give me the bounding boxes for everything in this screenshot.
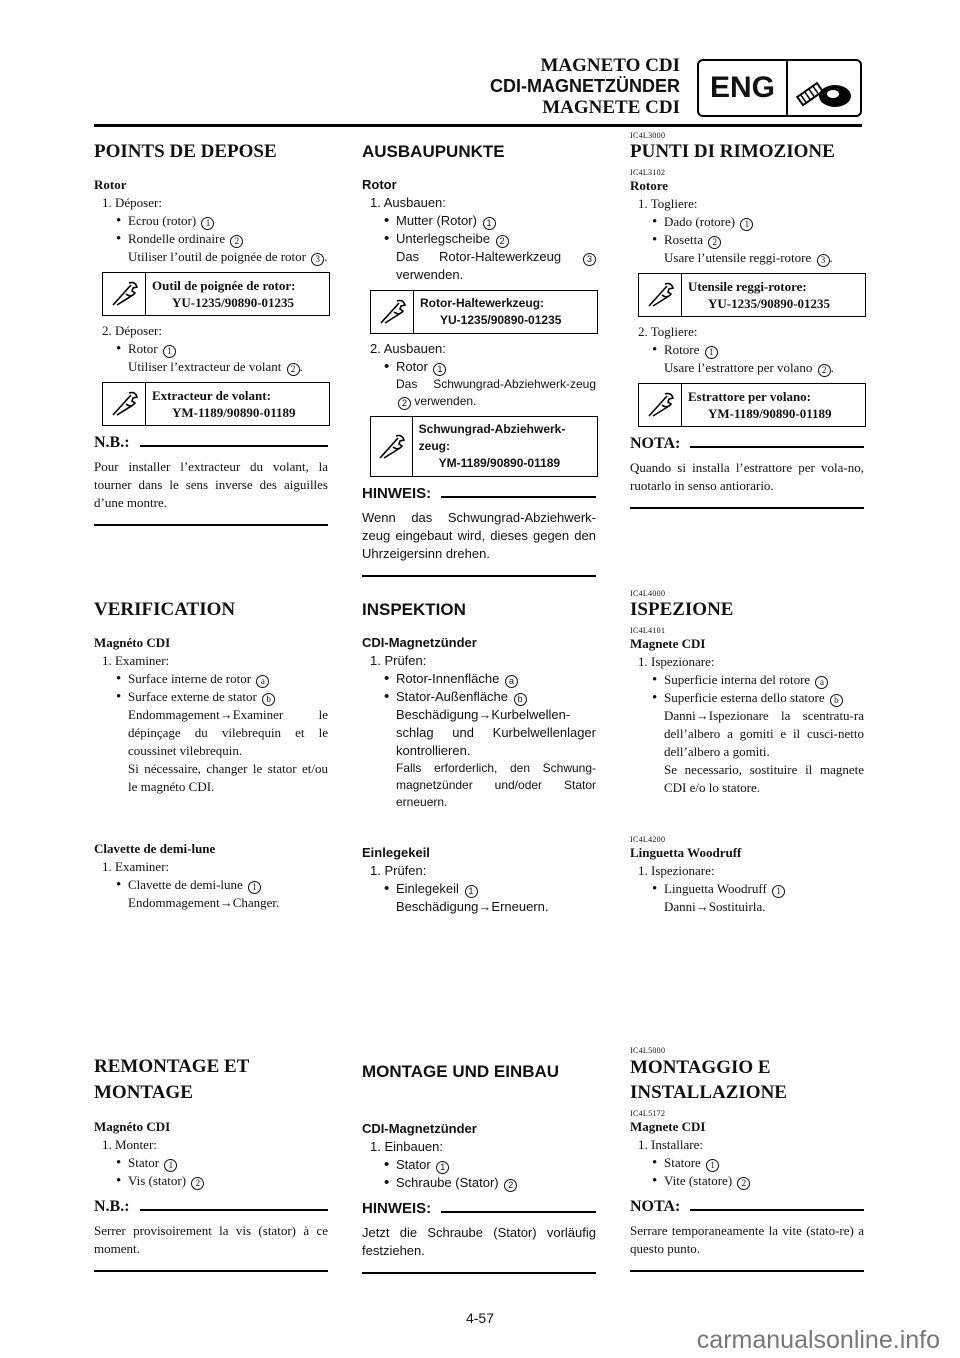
- fr-check-text: Endommagement→Examiner le dépinçage du vilebrequin et le coussinet vilebrequin.: [128, 707, 328, 758]
- de-note: [362, 485, 596, 577]
- wrench-screwdriver-icon: [371, 417, 413, 476]
- fr-check-sub1: Magnéto CDI: [94, 635, 171, 650]
- fr-bullet: • Surface interne de rotor a: [94, 670, 328, 688]
- fr-note: [94, 434, 328, 526]
- it-rotor-title: Rotore: [630, 178, 669, 193]
- fr-assembly-step: 1. Monter:: [102, 1137, 157, 1152]
- de-check-section: [362, 598, 596, 811]
- de-assembly-title: MONTAGE UND EINBAU: [362, 1062, 560, 1081]
- it-instruction: Usare l’estrattore per volano 2 .: [664, 360, 834, 375]
- it-check-section: [630, 589, 864, 797]
- fr-assembly-note-body: Serrer provisoirement la vis (stator) à ce moment.: [94, 1223, 328, 1256]
- wrench-screwdriver-icon: [639, 274, 682, 316]
- de-tool2-pn: YM-1189/90890-01189: [438, 456, 561, 470]
- fr-note-body: Pour installer l’extracteur du volant, la tourner dans le sens inverse des aiguilles d’une montre.: [94, 459, 328, 510]
- section-badge: [697, 59, 862, 117]
- wrench-screwdriver-icon: [371, 291, 414, 333]
- fr-assembly-sub: Magnéto CDI: [94, 1119, 171, 1134]
- it-step2: 2. Togliere:: [638, 324, 698, 339]
- it-bullet: • Statore 1: [630, 1154, 864, 1172]
- fr-assembly-note-head: N.B.:: [94, 1198, 130, 1215]
- de-assembly-step: 1. Einbauen:: [370, 1139, 444, 1154]
- de-rotor-title: Rotor: [362, 177, 397, 192]
- fr-tool-box: [102, 272, 330, 316]
- it-check-title: ISPEZIONE: [630, 599, 734, 620]
- de-bullet: • Stator-Außenfläche b: [362, 688, 596, 706]
- it-check-text: Danni→Sostituirla.: [664, 899, 766, 914]
- it-check-sub1: Magnete CDI: [630, 636, 706, 651]
- it-assembly-title: MONTAGGIO E INSTALLAZIONE: [630, 1057, 787, 1103]
- de-assembly-section: [362, 1060, 596, 1274]
- fr-check-step1: 1. Examiner:: [102, 653, 170, 668]
- it-note-body: Quando si installa l’estrattore per vola-no, ruotarlo in senso antiorario.: [630, 460, 864, 493]
- it-tool1-name: Utensile reggi-rotore:: [688, 279, 807, 294]
- it-removal-title: PUNTI DI RIMOZIONE: [630, 141, 835, 162]
- header-rule: [94, 124, 862, 127]
- it-assembly-note-head: NOTA:: [630, 1198, 681, 1215]
- de-bullet: • Mutter (Rotor) 1: [362, 212, 596, 230]
- de-check-step2: 1. Prüfen:: [370, 863, 427, 878]
- fr-bullet: • Ecrou (rotor) 1: [94, 212, 328, 230]
- it-tool-box: [638, 383, 866, 427]
- it-assembly-code2: IC4L5172: [630, 1109, 666, 1118]
- fr-check-text: Endommagement→Changer.: [128, 895, 280, 910]
- de-tool-box: [370, 416, 598, 477]
- de-check-title: INSPEKTION: [362, 600, 466, 619]
- it-tool2-pn: YM-1189/90890-01189: [708, 406, 832, 421]
- fr-check-text: Si nécessaire, changer le stator et/ou le magnéto CDI.: [128, 761, 328, 794]
- fr-tool1-pn: YU-1235/90890-01235: [172, 295, 295, 310]
- fr-bullet: • Surface externe de stator b: [94, 688, 328, 706]
- it-check-code: IC4L4000: [630, 589, 666, 598]
- de-tool1-pn: YU-1235/90890-01235: [440, 313, 562, 327]
- it-assembly-section: [630, 1046, 864, 1272]
- it-check-step1: 1. Ispezionare:: [638, 654, 715, 669]
- page-header: [490, 55, 680, 118]
- it-assembly-note-body: Serrare temporaneamente la vite (stato-re) a questo punto.: [630, 1223, 864, 1256]
- fr-key-section: [94, 840, 328, 912]
- fr-tool2-name: Extracteur de volant:: [152, 388, 271, 403]
- fr-check-section: [94, 598, 328, 796]
- de-assembly-sub: CDI-Magnetzünder: [362, 1121, 477, 1136]
- badge-label: ENG: [709, 71, 775, 104]
- it-tool2-name: Estrattore per volano:: [688, 389, 811, 404]
- it-removal-code: IC4L3000: [630, 131, 666, 140]
- header-title-it: MAGNETO CDI: [540, 55, 680, 76]
- engine-icon: [786, 61, 860, 115]
- it-key-section: [630, 835, 864, 916]
- de-bullet: • Unterlegscheibe 2: [362, 230, 596, 248]
- de-removal-section: [362, 140, 596, 577]
- de-bullet: • Stator 1: [362, 1156, 596, 1174]
- de-key-section: [362, 844, 596, 916]
- fr-instruction: Utiliser l’extracteur de volant 2 .: [128, 359, 303, 374]
- fr-instruction: Utiliser l’outil de poignée de rotor 3 .: [128, 249, 328, 264]
- de-bullet: • Rotor-Innenfläche a: [362, 670, 596, 688]
- it-assembly-note: [630, 1198, 864, 1272]
- de-note-head: HINWEIS:: [362, 485, 432, 502]
- de-assembly-note: [362, 1200, 596, 1274]
- fr-step2: 2. Déposer:: [102, 323, 162, 338]
- it-note: [630, 435, 864, 509]
- de-bullet: • Schraube (Stator) 2: [362, 1174, 596, 1192]
- it-bullet: • Rosetta 2: [630, 231, 864, 249]
- fr-bullet: • Stator 1: [94, 1154, 328, 1172]
- de-check-text: Beschädigung→Kurbelwellen-schlag und Kurbelwellenlager kontrollieren.: [396, 707, 596, 758]
- it-bullet: • Superficie interna del rotore a: [630, 671, 864, 689]
- de-bullet: • Rotor 1: [362, 358, 596, 376]
- fr-bullet: • Rondelle ordinaire 2: [94, 230, 328, 248]
- it-check-step2: 1. Ispezionare:: [638, 863, 715, 878]
- de-bullet: • Einlegekeil 1: [362, 880, 596, 898]
- fr-note-head: N.B.:: [94, 434, 130, 451]
- it-note-head: NOTA:: [630, 435, 681, 452]
- de-check-text: Falls erforderlich, den Schwung-magnetzünder und/oder Stator erneuern.: [396, 761, 596, 809]
- fr-rotor-title: Rotor: [94, 177, 127, 192]
- de-check-sub1: CDI-Magnetzünder: [362, 635, 477, 650]
- it-rotor-code: IC4L3102: [630, 168, 666, 177]
- de-tool1-name: Rotor-Haltewerkzeug:: [420, 296, 545, 310]
- wrench-screwdriver-icon: [103, 273, 146, 315]
- wrench-screwdriver-icon: [639, 384, 682, 426]
- fr-tool-box: [102, 382, 330, 426]
- fr-removal-section: [94, 140, 328, 526]
- page-number: 4-57: [465, 1310, 495, 1326]
- it-removal-section: [630, 131, 864, 509]
- header-title-de: CDI-MAGNETZÜNDER: [490, 76, 680, 96]
- it-check-text: Danni→Ispezionare la scentratu-ra dell’albero a gomiti e il cusci-netto dell’albero a gomiti.: [664, 708, 864, 759]
- fr-tool2-pn: YM-1189/90890-01189: [172, 405, 296, 420]
- it-assembly-code: IC4L5000: [630, 1046, 666, 1055]
- it-bullet: • Rotore 1: [630, 341, 864, 359]
- it-bullet: • Dado (rotore) 1: [630, 213, 864, 231]
- it-bullet: • Superficie esterna dello statore b: [630, 689, 864, 707]
- it-assembly-step: 1. Installare:: [638, 1137, 703, 1152]
- de-assembly-note-body: Jetzt die Schraube (Stator) vorläufig festziehen.: [362, 1225, 596, 1258]
- de-instruction: Das Rotor-Haltewerkzeug 3 verwenden.: [362, 248, 596, 284]
- de-step2: 2. Ausbauen:: [370, 341, 446, 356]
- fr-assembly-title: REMONTAGE ET MONTAGE: [94, 1056, 250, 1103]
- de-step1: 1. Ausbauen:: [370, 195, 446, 210]
- fr-step1: 1. Déposer:: [102, 195, 162, 210]
- fr-check-title: VERIFICATION: [94, 599, 236, 620]
- it-instruction: Usare l’utensile reggi-rotore 3 .: [664, 250, 833, 265]
- it-bullet: • Linguetta Woodruff 1: [630, 880, 864, 898]
- it-tool-box: [638, 273, 866, 317]
- wrench-screwdriver-icon: [103, 383, 146, 425]
- de-check-sub2: Einlegekeil: [362, 845, 430, 860]
- fr-removal-title: POINTS DE DEPOSE: [94, 141, 277, 162]
- header-title-fr: MAGNETE CDI: [542, 97, 680, 118]
- it-assembly-sub: Magnete CDI: [630, 1119, 706, 1134]
- it-key-code: IC4L4200: [630, 835, 666, 844]
- de-instruction: Das Schwungrad-Abziehwerk-zeug 2 verwenden.: [396, 377, 596, 408]
- it-check-code2: IC4L4101: [630, 626, 666, 635]
- de-tool-box: [370, 290, 598, 334]
- watermark: carmanualsonline.info: [696, 1326, 940, 1354]
- de-check-text: Beschädigung→Erneuern.: [396, 899, 549, 914]
- de-tool2-name: Schwungrad-Abziehwerk-zeug:: [418, 422, 566, 453]
- it-step1: 1. Togliere:: [638, 196, 698, 211]
- it-check-sub2: Linguetta Woodruff: [630, 845, 742, 860]
- fr-tool1-name: Outil de poignée de rotor:: [152, 278, 296, 293]
- fr-assembly-section: [94, 1054, 328, 1272]
- it-tool1-pn: YU-1235/90890-01235: [708, 296, 831, 311]
- de-removal-title: AUSBAUPUNKTE: [362, 142, 505, 161]
- fr-bullet: • Clavette de demi-lune 1: [94, 876, 328, 894]
- fr-check-step2: 1. Examiner:: [102, 859, 170, 874]
- fr-bullet: • Rotor 1: [94, 340, 328, 358]
- it-check-text: Se necessario, sostituire il magnete CDI e/o lo statore.: [664, 762, 864, 795]
- it-bullet: • Vite (statore) 2: [630, 1172, 864, 1190]
- de-assembly-note-head: HINWEIS:: [362, 1200, 432, 1217]
- fr-check-sub2: Clavette de demi-lune: [94, 841, 216, 856]
- fr-bullet: • Vis (stator) 2: [94, 1172, 328, 1190]
- de-note-body: Wenn das Schwungrad-Abziehwerk-zeug eingebaut wird, dieses gegen den Uhrzeigersinn drehen.: [362, 510, 596, 561]
- fr-assembly-note: [94, 1198, 328, 1272]
- de-check-step1: 1. Prüfen:: [370, 653, 427, 668]
